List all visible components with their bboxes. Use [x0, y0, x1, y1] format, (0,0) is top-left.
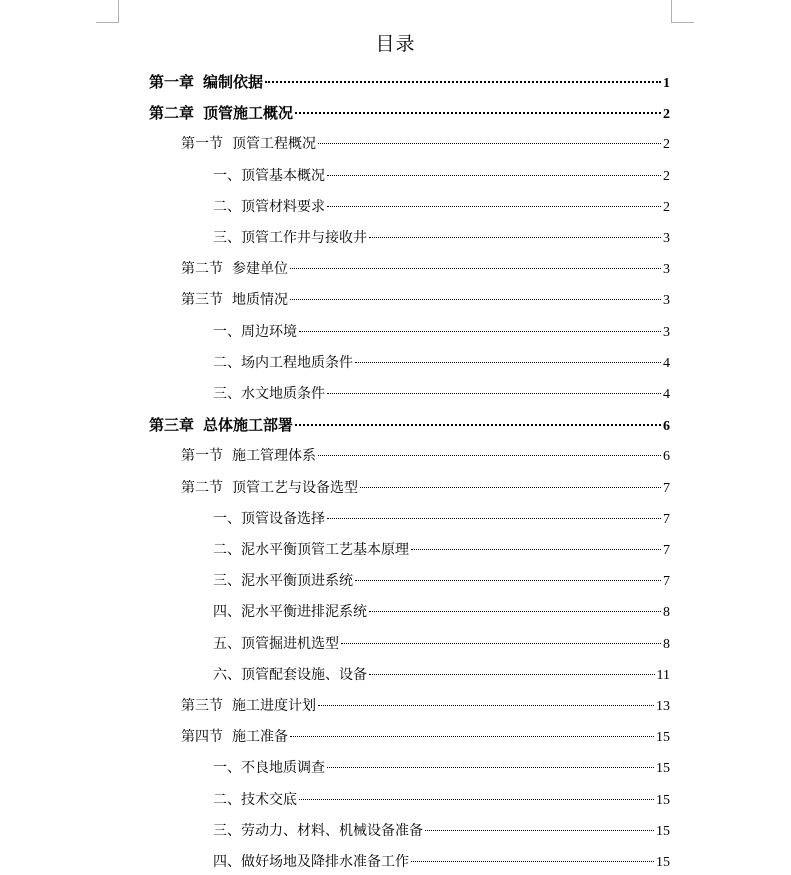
toc-entry-title: 二、顶管材料要求 — [213, 198, 325, 215]
toc-entry-number: 第二节 — [181, 261, 223, 278]
toc-entry-title: 六、顶管配套设施、设备 — [213, 666, 367, 683]
toc-title: 目录 — [375, 33, 416, 55]
toc-entry-title: 二、场内工程地质条件 — [213, 354, 353, 371]
toc-entry-page-number: 3 — [663, 324, 670, 340]
toc-entry-title: 四、泥水平衡进排泥系统 — [213, 604, 367, 621]
toc-entry[interactable] — [213, 569, 670, 593]
toc-dot-leader — [327, 175, 661, 176]
toc-dot-leader — [327, 767, 654, 768]
toc-entry[interactable] — [181, 725, 670, 749]
toc-entry-page-number: 13 — [656, 699, 670, 714]
toc-entry-title: 施工准备 — [232, 729, 288, 746]
toc-entry-title: 总体施工部署 — [203, 416, 294, 435]
toc-dot-leader — [327, 518, 661, 519]
toc-entry[interactable] — [181, 476, 670, 500]
toc-dot-leader — [295, 424, 661, 426]
toc-entry-number: 第一节 — [181, 448, 223, 465]
toc-entry[interactable] — [213, 507, 670, 531]
toc-dot-leader — [290, 299, 661, 300]
toc-entry-page-number: 15 — [656, 792, 670, 808]
toc-dot-leader — [360, 487, 661, 488]
toc-entry[interactable] — [213, 819, 670, 843]
toc-dot-leader — [369, 674, 655, 675]
toc-entry[interactable] — [213, 164, 670, 188]
toc-entry-title: 四、做好场地及降排水准备工作 — [213, 854, 409, 870]
toc-entry[interactable] — [181, 132, 670, 156]
page-corner-mark-right — [671, 0, 694, 23]
toc-entry-page-number: 8 — [663, 605, 670, 621]
toc-entry-title: 二、技术交底 — [213, 791, 297, 808]
toc-entry[interactable] — [213, 756, 670, 780]
toc-entry-page-number: 7 — [663, 480, 670, 496]
toc-entry-page-number: 2 — [663, 168, 670, 184]
toc-entry[interactable] — [149, 413, 670, 437]
toc-entry-page-number: 7 — [663, 574, 670, 590]
toc-entry-page-number: 8 — [663, 636, 670, 652]
toc-entry-page-number: 6 — [663, 419, 670, 435]
toc-dot-leader — [318, 143, 661, 144]
toc-dot-leader — [411, 549, 661, 550]
toc-entry-number: 第一节 — [181, 136, 223, 153]
toc-entry-title: 三、顶管工作井与接收井 — [213, 230, 367, 246]
toc-entry[interactable] — [213, 663, 670, 687]
toc-entry-number: 第二节 — [181, 479, 223, 496]
toc-entry-page-number: 2 — [663, 107, 670, 123]
toc-entry[interactable] — [181, 444, 670, 468]
toc-entry-page-number: 15 — [656, 730, 670, 746]
toc-dot-leader — [295, 112, 661, 114]
toc-entry-title: 顶管工艺与设备选型 — [232, 479, 358, 496]
toc-dot-leader — [299, 799, 654, 800]
toc-entry-page-number: 7 — [663, 511, 670, 527]
toc-entry-number: 第四节 — [181, 729, 223, 746]
toc-entry[interactable] — [213, 351, 670, 375]
toc-entry[interactable] — [213, 850, 670, 874]
toc-entry-page-number: 7 — [663, 543, 670, 558]
toc-entry[interactable] — [181, 694, 670, 718]
toc-dot-leader — [411, 861, 654, 862]
toc-entry[interactable] — [213, 788, 670, 812]
toc-entry-title: 五、顶管掘进机选型 — [213, 635, 339, 652]
toc-dot-leader — [425, 830, 654, 831]
toc-entry-page-number: 6 — [663, 449, 670, 465]
toc-entry-page-number: 3 — [663, 262, 670, 278]
toc-entry-number: 第三节 — [181, 292, 223, 309]
toc-dot-leader — [355, 362, 661, 363]
toc-entry-page-number: 15 — [656, 855, 670, 870]
toc-entry-title: 三、水文地质条件 — [213, 386, 325, 402]
toc-dot-leader — [327, 393, 661, 394]
toc-entry-title: 一、周边环境 — [213, 323, 297, 340]
toc-entry-title: 编制依据 — [203, 73, 264, 91]
toc-entry-title: 施工管理体系 — [232, 448, 316, 465]
toc-entry-page-number: 4 — [663, 355, 670, 371]
toc-entry-title: 三、泥水平衡顶进系统 — [213, 573, 353, 590]
toc-entry-number: 第三节 — [181, 698, 223, 714]
toc-entry[interactable] — [149, 70, 670, 94]
toc-entry[interactable] — [213, 538, 670, 562]
toc-entry[interactable] — [149, 101, 670, 125]
toc-entry-page-number: 4 — [663, 387, 670, 402]
toc-entry-page-number: 3 — [663, 293, 670, 309]
toc-entry-page-number: 15 — [656, 823, 670, 839]
toc-entry[interactable] — [213, 382, 670, 406]
toc-entry-number: 第一章 — [149, 73, 195, 91]
toc-entry-number: 第二章 — [149, 104, 195, 123]
toc-entry-title: 施工进度计划 — [232, 698, 316, 714]
toc-dot-leader — [318, 705, 654, 706]
toc-entry-title: 顶管施工概况 — [203, 104, 294, 123]
toc-dot-leader — [327, 206, 661, 207]
toc-entry[interactable] — [181, 288, 670, 312]
toc-entry-title: 顶管工程概况 — [232, 136, 316, 153]
toc-entry[interactable] — [213, 195, 670, 219]
toc-entry[interactable] — [181, 257, 670, 281]
toc-dot-leader — [369, 237, 661, 238]
toc-entry-page-number: 15 — [656, 761, 670, 777]
toc-entry-page-number: 2 — [663, 199, 670, 215]
page-corner-mark-left — [96, 0, 119, 23]
toc-entry-title: 一、顶管设备选择 — [213, 510, 325, 527]
toc-entry[interactable] — [213, 320, 670, 344]
toc-entry-title: 一、顶管基本概况 — [213, 167, 325, 184]
toc-entry-page-number: 3 — [663, 231, 670, 246]
toc-entry-page-number: 11 — [656, 667, 670, 683]
toc-dot-leader — [290, 268, 661, 269]
toc-entry[interactable] — [213, 600, 670, 624]
toc-entry-title: 三、劳动力、材料、机械设备准备 — [213, 822, 423, 839]
toc-entry-page-number: 2 — [663, 137, 670, 153]
toc-dot-leader — [265, 81, 661, 83]
toc-dot-leader — [355, 580, 661, 581]
toc-entry-number: 第三章 — [149, 416, 195, 435]
toc-entry-title: 地质情况 — [232, 292, 288, 309]
toc-entry[interactable] — [213, 632, 670, 656]
toc-entry-title: 参建单位 — [232, 261, 288, 278]
toc-entry[interactable] — [213, 226, 670, 250]
toc-dot-leader — [369, 611, 661, 612]
toc-dot-leader — [299, 331, 661, 332]
toc-dot-leader — [341, 643, 661, 644]
toc-entry-title: 一、不良地质调查 — [213, 760, 325, 777]
toc-dot-leader — [290, 736, 654, 737]
toc-dot-leader — [318, 455, 661, 456]
toc-entry-title: 二、泥水平衡顶管工艺基本原理 — [213, 542, 409, 558]
toc-entry-page-number: 1 — [663, 76, 670, 91]
